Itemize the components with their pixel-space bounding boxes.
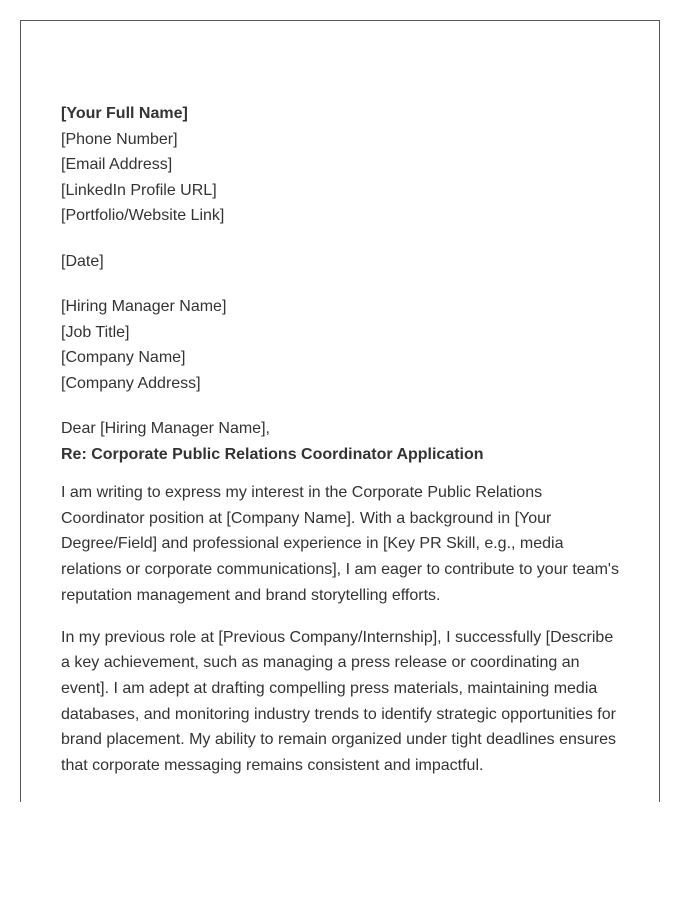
letter-page [20, 20, 660, 802]
recipient-company: [Company Name] [61, 349, 186, 366]
subject-line: Re: Corporate Public Relations Coordinator Application [61, 445, 484, 463]
sender-block [61, 101, 626, 229]
sender-email: [Email Address] [61, 156, 173, 173]
sender-name: [Your Full Name] [61, 105, 188, 122]
sender-linkedin: [LinkedIn Profile URL] [61, 181, 217, 199]
date-line: [Date] [61, 252, 104, 270]
body-paragraph-2: In my previous role at [Previous Company/Internship], I successfully [Describe a key achievement, such as managing a press release or coordinating an event]. I am adept at drafting compelling press materials, maintaining media databases, and monitoring industry trends to identify strategic opportunities for brand placement. My ability to remain organized under tight deadlines ensures that corporate messaging remains consistent and impactful. [61, 628, 616, 775]
body-paragraph-1: I am writing to express my interest in the Corporate Public Relations Coordinator position at [Company Name]. With a background in [Your Degree/Field] and professional experience in [Key PR Skill, e.g., media relations or corporate communications], I am eager to contribute to your team's reputation management and brand storytelling efforts. [61, 484, 619, 604]
recipient-title: [Job Title] [61, 323, 130, 341]
recipient-address: [Company Address] [61, 374, 201, 392]
recipient-name: [Hiring Manager Name] [61, 298, 227, 315]
letter-content [61, 101, 626, 795]
sender-phone: [Phone Number] [61, 130, 178, 148]
salutation: Dear [Hiring Manager Name], [61, 420, 270, 437]
sender-portfolio: [Portfolio/Website Link] [61, 207, 225, 224]
recipient-block [61, 294, 626, 396]
